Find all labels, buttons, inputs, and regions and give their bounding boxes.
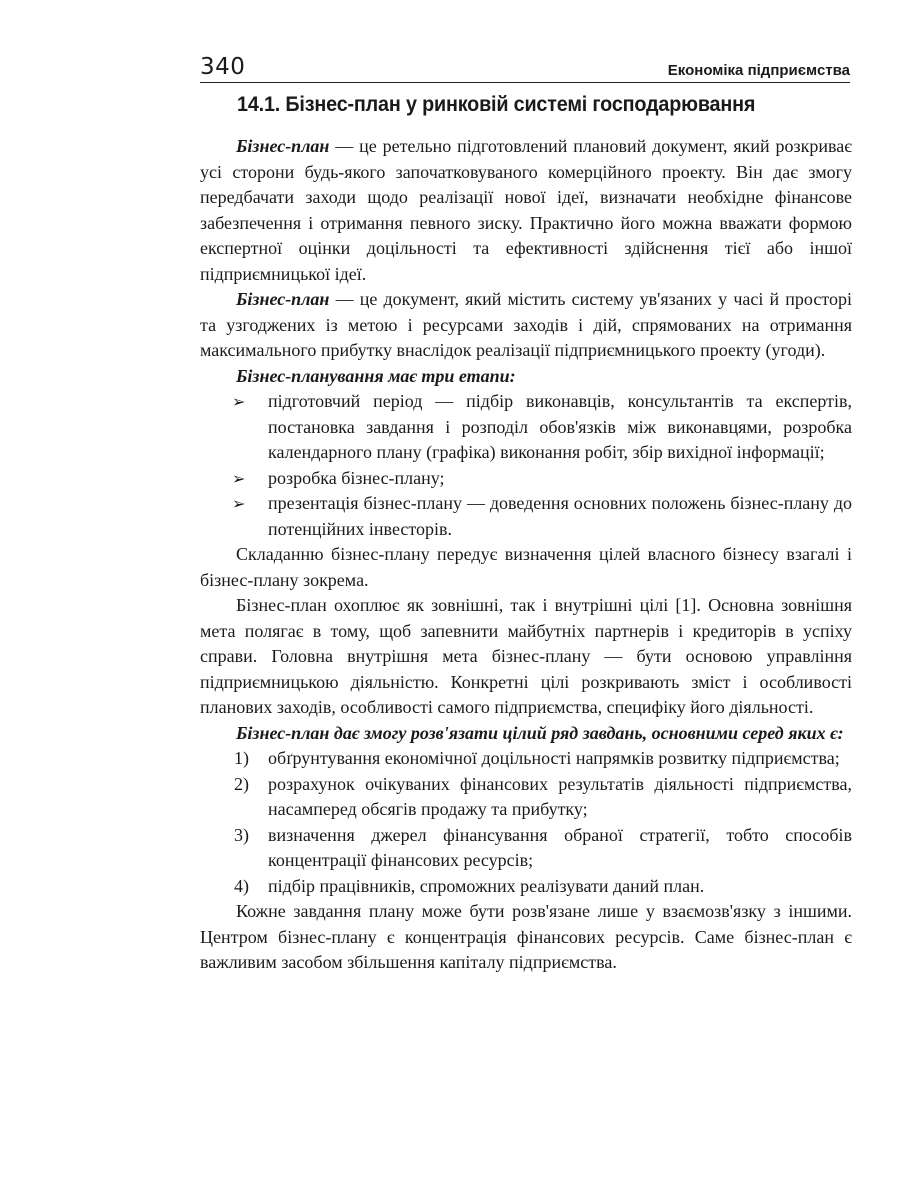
list-number: 2) — [234, 773, 249, 794]
paragraph-text: — це ретельно підготовлений плановий документ, який розкриває усі сторони будь-якого започатковуваного комерційного проекту. Він дає змогу передбачати заходи щодо реалізації нової ідеї, визначати необхідне фінансове забезпечення і отримання певного зиску. Практично його можна вважати формою експертної оцінки доцільності та ефективності здійснення тієї або іншої підприємницької ідеї. — [200, 136, 852, 284]
page-header — [200, 52, 850, 83]
arrow-bullet-icon: ➢ — [232, 392, 246, 411]
list-item — [200, 874, 852, 900]
tasks-list — [200, 746, 852, 899]
term: Бізнес-план — [236, 289, 330, 309]
definition-paragraph — [200, 287, 852, 364]
running-title: Економіка підприємства — [667, 62, 850, 79]
paragraph: Складанню бізнес-плану передує визначення цілей власного бізнесу взагалі і бізнес-плану зокрема. — [200, 544, 852, 590]
list-item — [200, 491, 852, 542]
body-text — [200, 134, 852, 976]
list-lead: Бізнес-планування має три етапи: — [236, 365, 516, 386]
list-item — [200, 746, 852, 772]
definition-paragraph — [200, 134, 852, 287]
list-item-text: підготовчий період — підбір виконавців, консультантів та експертів, постановка завдання і розподіл обов'язків між виконавцями, розробка календарного плану (графіка) виконання робіт, збір вихідної інформації; — [268, 391, 852, 462]
list-item-text: розробка бізнес-плану; — [268, 467, 445, 488]
page-number: 340 — [200, 54, 246, 80]
list-number: 3) — [234, 824, 249, 845]
list-item — [200, 466, 852, 492]
list-item-text: обґрунтування економічної доцільності напрямків розвитку підприємства; — [268, 748, 840, 768]
list-lead: Бізнес-план дає змогу розв'язати цілий ряд завдань, основними серед яких є: — [236, 722, 844, 743]
paragraph-text: — це документ, який містить систему ув'язаних у часі й просторі та узгоджених із метою і ресурсами заходів і дій, спрямованих на отримання максимального прибутку внаслідок реалізації підприємницького проекту (угоди). — [200, 289, 852, 360]
paragraph: Кожне завдання плану може бути розв'язане лише у взаємозв'язку з іншими. Центром бізнес-плану є концентрація фінансових ресурсів. Саме бізнес-план є важливим засобом збільшення капіталу підприємства. — [200, 901, 852, 972]
arrow-bullet-icon: ➢ — [232, 468, 246, 488]
list-item — [200, 389, 852, 466]
section-title: 14.1. Бізнес-план у ринковій системі господарювання — [237, 92, 756, 116]
list-item-text: визначення джерел фінансування обраної стратегії, тобто способів концентрації фінансових ресурсів; — [268, 824, 852, 870]
term: Бізнес-план — [236, 136, 330, 156]
list-number: 4) — [234, 875, 249, 896]
list-number: 1) — [234, 748, 249, 768]
arrow-bullet-icon: ➢ — [232, 494, 246, 513]
list-item-text: підбір працівників, спроможних реалізувати даний план. — [268, 875, 705, 896]
paragraph: Бізнес-план охоплює як зовнішні, так і внутрішні цілі [1]. Основна зовнішня мета полягає в тому, щоб запевнити майбутніх партнерів і кредиторів в успіху справи. Головна внутрішня мета бізнес-плану — бути основою управління підприємницькою діяльністю. Конкретні цілі розкривають зміст і особливості планових заходів, особливості самого підприємства, специфіку його діяльності. — [200, 595, 852, 717]
list-item — [200, 772, 852, 823]
stages-list — [200, 389, 852, 542]
list-item-text: розрахунок очікуваних фінансових результатів діяльності підприємства, насамперед обсягів продажу та прибутку; — [268, 773, 852, 819]
list-item-text: презентація бізнес-плану — доведення основних положень бізнес-плану до потенційних інвесторів. — [268, 493, 852, 539]
list-item — [200, 823, 852, 874]
